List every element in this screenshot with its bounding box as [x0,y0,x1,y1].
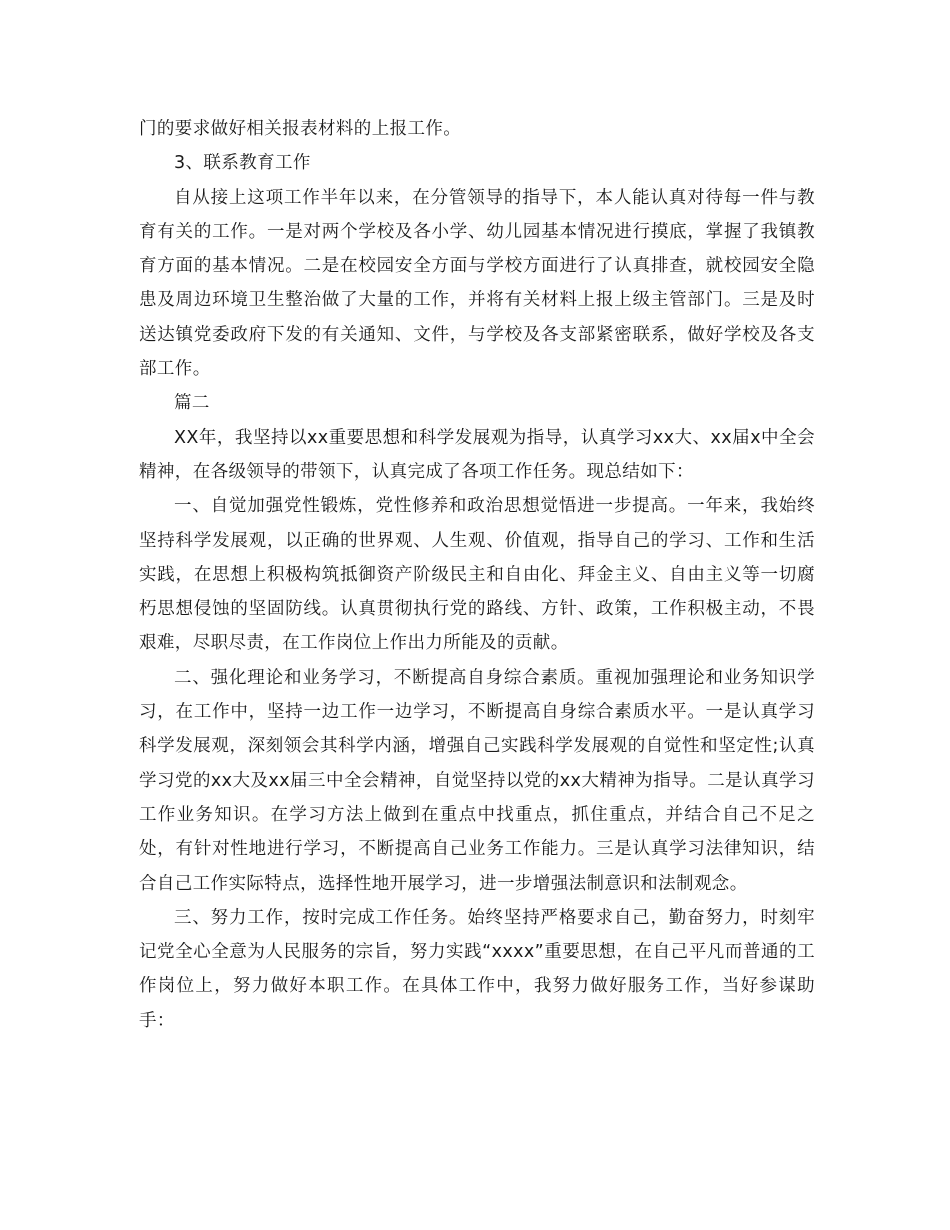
paragraph-continued: 门的要求做好相关报表材料的上报工作。 [139,119,462,139]
part-heading-two: 篇二 [174,393,210,414]
section-heading-education: 3、联系教育工作 [174,153,311,174]
paragraph-intro: XX年，我坚持以xx重要思想和科学发展观为指导，认真学习xx大、xx届x中全会精神，在各级领导的带领下，认真完成了各项工作任务。现总结如下： [139,427,815,482]
paragraph-point-three: 三、努力工作，按时完成工作任务。始终坚持严格要求自己，勤奋努力，时刻牢记党全心全意为人民服务的宗旨，努力实践“xxxx”重要思想，在自己平凡而普通的工作岗位上，努力做好本职工作。在具体工作中，我努力做好服务工作，当好参谋助手： [139,907,815,1031]
paragraph-point-two: 二、强化理论和业务学习，不断提高自身综合素质。重视加强理论和业务知识学习，在工作中，坚持一边工作一边学习，不断提高自身综合素质水平。一是认真学习科学发展观，深刻领会其科学内涵，增强自己实践科学发展观的自觉性和坚定性;认真学习党的xx大及xx届三中全会精神，自觉坚持以党的xx大精神为指导。二是认真学习工作业务知识。在学习方法上做到在重点中找重点，抓住重点，并结合自己不足之处，有针对性地进行学习，不断提高自己业务工作能力。三是认真学习法律知识，结合自己工作实际特点，选择性地开展学习，进一步增强法制意识和法制观念。 [139,667,815,894]
paragraph-point-one: 一、自觉加强党性锻炼，党性修养和政治思想觉悟进一步提高。一年来，我始终坚持科学发展观，以正确的世界观、人生观、价值观，指导自己的学习、工作和生活实践，在思想上积极构筑抵御资产阶级民主和自由化、拜金主义、自由主义等一切腐朽思想侵蚀的坚固防线。认真贯彻执行党的路线、方针、政策，工作积极主动，不畏艰难，尽职尽责，在工作岗位上作出力所能及的贡献。 [139,496,815,654]
paragraph-education-work: 自从接上这项工作半年以来，在分管领导的指导下，本人能认真对待每一件与教育有关的工作。一是对两个学校及各小学、幼儿园基本情况进行摸底，掌握了我镇教育方面的基本情况。二是在校园安全方面与学校方面进行了认真排查，就校园安全隐患及周边环境卫生整治做了大量的工作，并将有关材料上报上级主管部门。三是及时送达镇党委政府下发的有关通知、文件，与学校及各支部紧密联系，做好学校及各支部工作。 [139,187,815,380]
document-body [139,112,815,1038]
